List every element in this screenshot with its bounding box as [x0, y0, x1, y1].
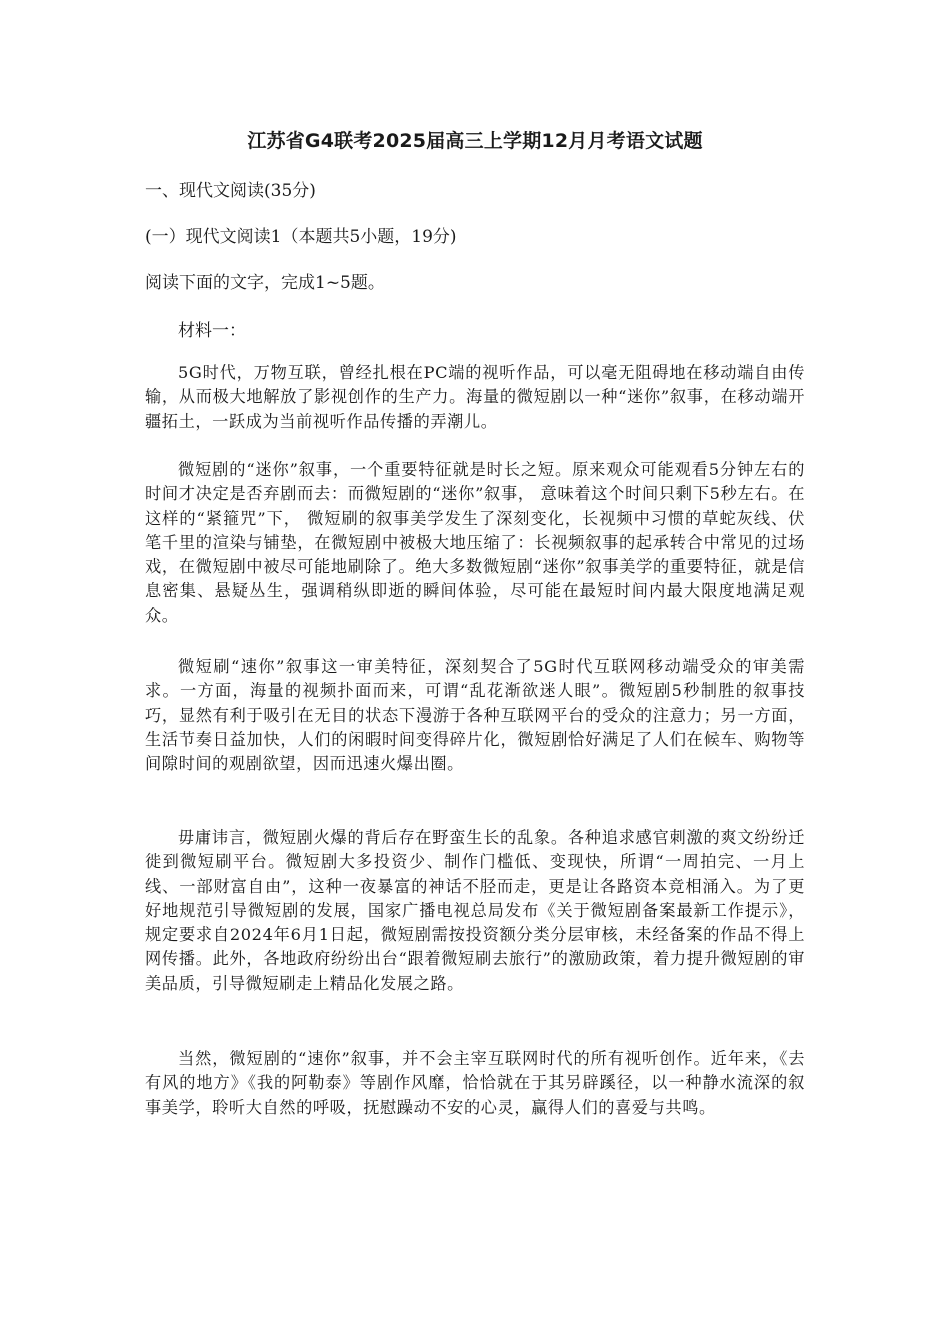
subsection-heading: (一）现代文阅读1（本题共5小题，19分) — [145, 227, 457, 247]
section-heading: 一、现代文阅读(35分) — [145, 181, 316, 201]
paragraph-4: 毋庸讳言，微短剧火爆的背后存在野蛮生长的乱象。各种追求感官刺激的爽文纷纷迁徙到微短刷平台。微短剧大多投资少、制作门槛低、变现快，所谓“一周拍完、一月上线、一部财富自由”，这种一夜暴富的神话不胫而走，更是让各路资本竞相涌入。为了更好地规范引导微短剧的发展，国家广播电视总局发布《关于微短剧备案最新工作提示》，规定要求自2024年6月1日起，微短剧需按投资额分类分层审核，未经备案的作品不得上网传播。此外，各地政府纷纷出台“跟着微短刷去旅行”的激励政策，着力提升微短剧的审美品质，引导微短刷走上精品化发展之路。 — [145, 828, 805, 993]
document-title: 江苏省G4联考2025届高三上学期12月月考语文试题 — [247, 130, 703, 152]
instruction-text: 阅读下面的文字，完成1~5题。 — [145, 273, 385, 293]
paragraph-2: 微短剧的“迷你”叙事，一个重要特征就是时长之短。原来观众可能观看5分钟左右的时间才决定是否弃剧而去：而微短剧的“迷你”叙事， 意味着这个时间只剩下5秒左右。在这样的“紧箍咒”下， 微短刷的叙事美学发生了深刻变化，长视频中习惯的草蛇灰线、伏笔千里的渲染与铺垫，在微短剧中被极大地压缩了：长视频叙事的起承转合中常见的过场戏，在微短剧中被尽可能地刷除了。绝大多数微短剧“迷你”叙事美学的重要特征，就是信息密集、悬疑丛生，强调稍纵即逝的瞬间体验，尽可能在最短时间内最大限度地满足观众。 — [145, 460, 805, 625]
material-label: 材料一： — [178, 321, 246, 341]
paragraph-3: 微短刷“速你”叙事这一审美特征，深刻契合了5G时代互联网移动端受众的审美需求。一方面，海量的视频扑面而来，可谓“乱花渐欲迷人眼”。微短剧5秒制胜的叙事技巧，显然有利于吸引在无目的状态下漫游于各种互联网平台的受众的注意力；另一方面，生活节奏日益加快，人们的闲暇时间变得碎片化，微短剧恰好满足了人们在候车、购物等间隙时间的观剧欲望，因而迅速火爆出圈。 — [145, 657, 805, 774]
paragraph-1: 5G时代，万物互联，曾经扎根在PC端的视听作品，可以毫无阻碍地在移动端自由传输，从而极大地解放了影视创作的生产力。海量的微短剧以一种“迷你”叙事，在移动端开疆拓土，一跃成为当前视听作品传播的弄潮儿。 — [145, 363, 805, 431]
paragraph-5: 当然，微短剧的“速你”叙事，并不会主宰互联网时代的所有视听创作。近年来，《去有风的地方》《我的阿勒泰》等剧作风靡，恰恰就在于其另辟蹊径，以一种静水流深的叙事美学，聆听大自然的呼吸，抚慰躁动不安的心灵，赢得人们的喜爱与共鸣。 — [145, 1049, 805, 1117]
